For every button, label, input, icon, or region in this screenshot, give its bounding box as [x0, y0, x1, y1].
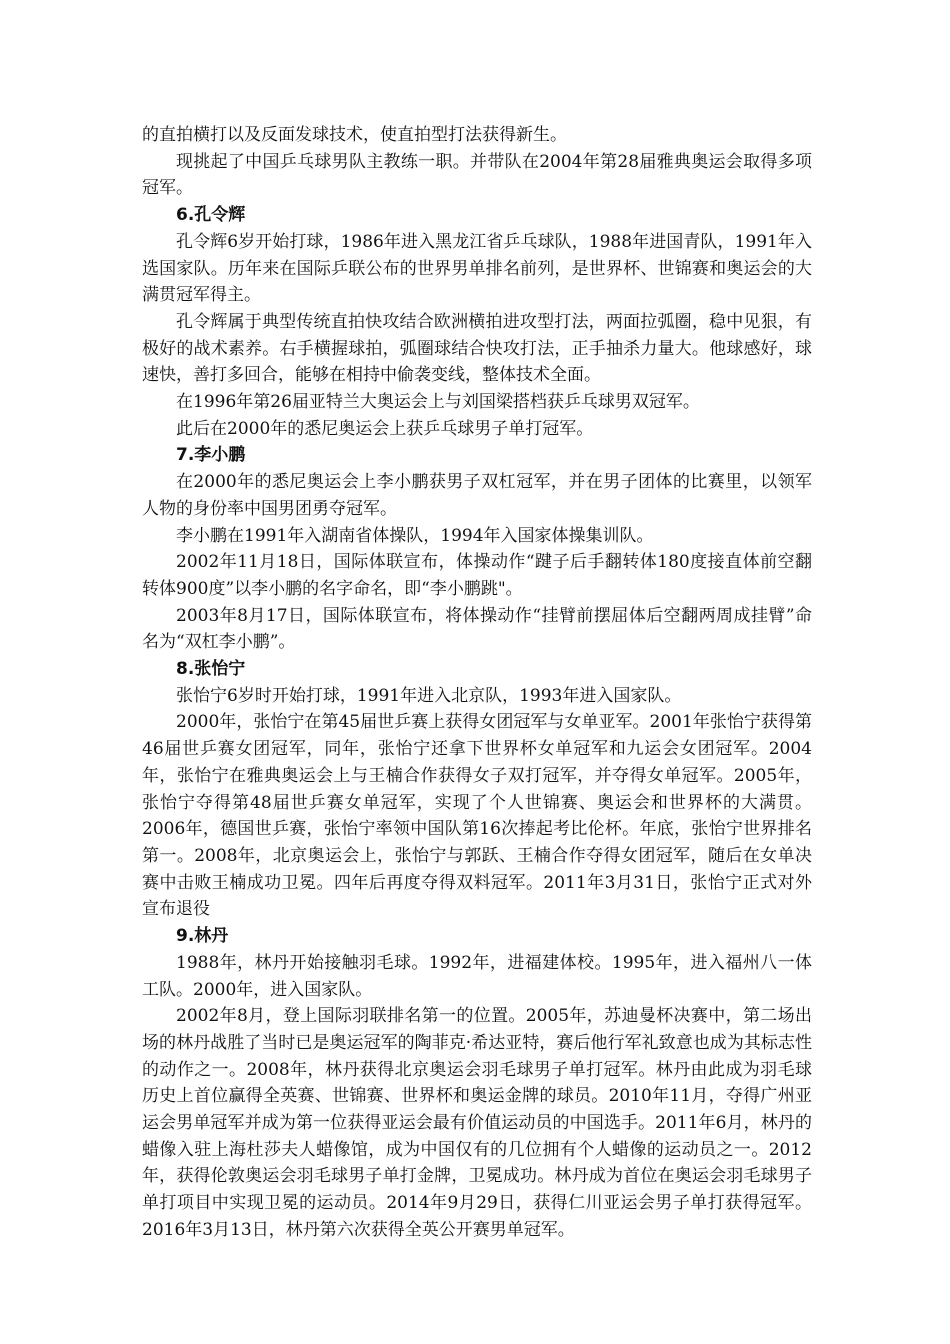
section-heading-lin-dan: 9.林丹: [176, 926, 229, 947]
paragraph: 张怡宁6岁时开始打球，1991年进入北京队，1993年进入国家队。: [176, 685, 682, 706]
paragraph: 在2000年的悉尼奥运会上李小鹏获男子双杠冠军，并在男子团体的比赛里，以领军人物的身份率中国男团勇夺冠军。: [142, 472, 812, 519]
section-heading-kong-linghui: 6.孔令辉: [176, 205, 246, 226]
paragraph: 孔令辉6岁开始打球，1986年进入黑龙江省乒乓球队，1988年进国青队，1991年入选国家队。历年来在国际乒联公布的世界男单排名前列，是世界杯、世锦赛和奥运会的大满贯冠军得主。: [142, 231, 812, 306]
paragraph: 2002年8月，登上国际羽联排名第一的位置。2005年，苏迪曼杯决赛中，第二场出场的林丹战胜了当时已是奥运冠军的陶菲克·希达亚特，赛后他行军礼致意也成为其标志性的动作之一。2008年，林丹获得北京奥运会羽毛球男子单打冠军。林丹由此成为羽毛球历史上首位赢得全英赛、世锦赛、世界杯和奥运金牌的球员。2010年11月，夺得广州亚运会男单冠军并成为第一位获得亚运会最有价值运动员的中国选手。2011年6月，林丹的蜡像入驻上海杜莎夫人蜡像馆，成为中国仅有的几位拥有个人蜡像的运动员之一。2012年，获得伦敦奥运会羽毛球男子单打金牌，卫冕成功。林丹成为首位在奥运会羽毛球男子单打项目中实现卫冕的运动员。2014年9月29日，获得仁川亚运会男子单打获得冠军。2016年3月13日，林丹第六次获得全英公开赛男单冠军。: [142, 1006, 812, 1240]
paragraph: 的直拍横打以及反面发球技术，使直拍型打法获得新生。: [142, 125, 567, 145]
document-page: [142, 122, 812, 1244]
paragraph: 李小鹏在1991年入湖南省体操队，1994年入国家体操集训队。: [176, 525, 654, 546]
paragraph: 在1996年第26届亚特兰大奥运会上与刘国梁搭档获乒乓球男双冠军。: [176, 392, 700, 413]
section-heading-zhang-yining: 8.张怡宁: [176, 659, 246, 680]
section-heading-li-xiaopeng: 7.李小鹏: [176, 445, 246, 466]
paragraph: 2002年11月18日，国际体联宣布，体操动作“踺子后手翻转体180度接直体前空翻转体900度”以李小鹏的名字命名，即“李小鹏跳"。: [142, 552, 812, 599]
paragraph: 2003年8月17日，国际体联宣布，将体操动作“挂臂前摆屈体后空翻两周成挂臂”命名为“双杠李小鹏”。: [142, 605, 812, 653]
paragraph: 2000年，张怡宁在第45届世乒赛上获得女团冠军与女单亚军。2001年张怡宁获得第46届世乒赛女团冠军，同年，张怡宁还拿下世界杯女单冠军和九运会女团冠军。2004年，张怡宁在雅典奥运会上与王楠合作获得女子双打冠军，并夺得女单冠军。2005年，张怡宁夺得第48届世乒赛女单冠军，实现了个人世锦赛、奥运会和世界杯的大满贯。2006年，德国世乒赛，张怡宁率领中国队第16次捧起考比伦杯。年底，张怡宁世界排名第一。2008年，北京奥运会上，张怡宁与郭跃、王楠合作夺得女团冠军，随后在女单决赛中击败王楠成功卫冕。四年后再度夺得双料冠军。2011年3月31日，张怡宁正式对外宣布退役: [142, 712, 812, 920]
paragraph: 现挑起了中国乒乓球男队主教练一职。并带队在2004年第28届雅典奥运会取得多项冠军。: [142, 151, 812, 199]
paragraph: 此后在2000年的悉尼奥运会上获乒乓球男子单打冠军。: [176, 418, 594, 439]
paragraph: 1988年，林丹开始接触羽毛球。1992年，进福建体校。1995年，进入福州八一体工队。2000年，进入国家队。: [142, 952, 812, 1000]
paragraph: 孔令辉属于典型传统直拍快攻结合欧洲横拍进攻型打法，两面拉弧圈，稳中见狠，有极好的战术素养。右手横握球拍，弧圈球结合快攻打法，正手抽杀力量大。他球感好，球速快，善打多回合，能够在相持中偷袭变线，整体技术全面。: [142, 311, 812, 386]
